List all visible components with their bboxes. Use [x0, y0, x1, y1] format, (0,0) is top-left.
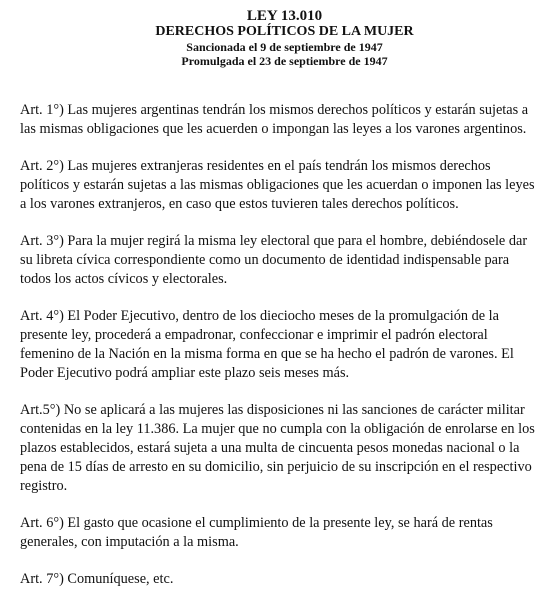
article-5: Art.5°) No se aplicará a las mujeres las disposiciones ni las sanciones de carácter militar contenidas en la ley 11.386. La mujer que no cumpla con la obligación de enrolarse en los plazos establecidos, estará sujeta a una multa de cincuenta pesos monedas nacional o la pena de 15 días de arresto en su domicilio, sin perjuicio de su inscripción en el respectivo registro.: [20, 402, 535, 494]
promulgation-date: Promulgada el 23 de septiembre de 1947: [181, 54, 388, 68]
article-3: Art. 3°) Para la mujer regirá la misma ley electoral que para el hombre, debiéndosele dar su libreta cívica correspondiente como un documento de identidad indispensable para todos los actos cívicos y electorales.: [20, 233, 528, 287]
article-7: Art. 7°) Comuníquese, etc.: [20, 571, 174, 587]
document-header: [0, 8, 545, 68]
article-6: Art. 6°) El gasto que ocasione el cumplimiento de la presente ley, se hará de rentas generales, con imputación a la misma.: [20, 515, 493, 550]
law-subject: DERECHOS POLÍTICOS DE LA MUJER: [155, 24, 414, 39]
article-2: Art. 2°) Las mujeres extranjeras residentes en el país tendrán los mismos derechos políticos y estarán sujetas a las mismas obligaciones que les acuerdan o imponen las leyes a los varones extranjeros, en caso que estos tuvieren tales derechos políticos.: [20, 158, 535, 212]
articles-list: [20, 101, 535, 589]
article-4: Art. 4°) El Poder Ejecutivo, dentro de los dieciocho meses de la promulgación de la presente ley, procederá a empadronar, confeccionar e imprimir el padrón electoral femenino de la Nación en la misma forma en que se ha hecho el padrón de varones. El Poder Ejecutivo podrá ampliar este plazo seis meses más.: [20, 308, 514, 381]
law-title: LEY 13.010: [246, 8, 323, 24]
article-1: Art. 1°) Las mujeres argentinas tendrán los mismos derechos políticos y estarán sujetas a las mismas obligaciones que les acuerden o impongan las leyes a los varones argentinos.: [20, 102, 529, 137]
sanction-date: Sancionada el 9 de septiembre de 1947: [186, 40, 383, 54]
